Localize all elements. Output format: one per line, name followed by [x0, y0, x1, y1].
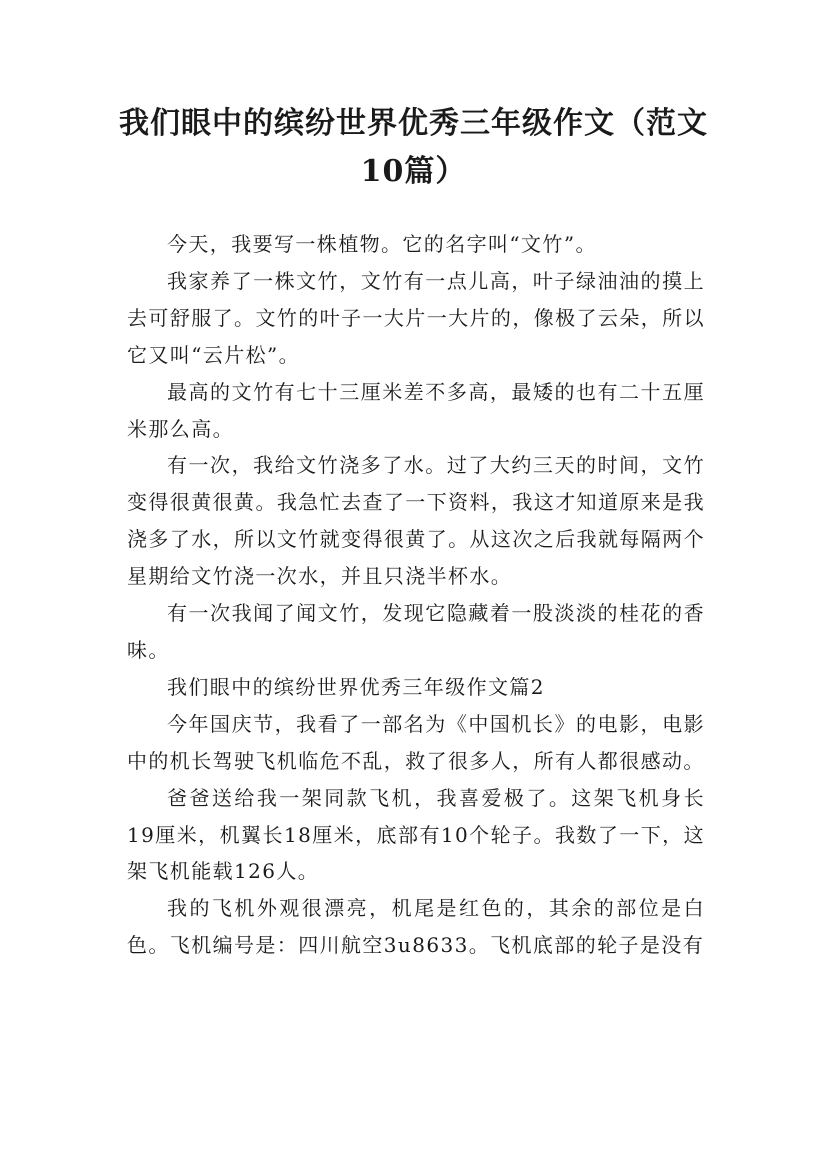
- document-body: [127, 226, 705, 964]
- paragraph: 今年国庆节，我看了一部名为《中国机长》的电影，电影中的机长驾驶飞机临危不乱，救了很多人，所有人都很感动。: [127, 711, 705, 773]
- paragraph: 有一次我闻了闻文竹，发现它隐藏着一股淡淡的桂花的香味。: [127, 601, 705, 662]
- paragraph: 我家养了一株文竹，文竹有一点儿高，叶子绿油油的摸上去可舒服了。文竹的叶子一大片一大片的，像极了云朵，所以它又叫“云片松”。: [127, 268, 705, 367]
- paragraph: 我的飞机外观很漂亮，机尾是红色的，其余的部位是白色。飞机编号是：四川航空3u8633。飞机底部的轮子是没有: [127, 896, 705, 958]
- paragraph: 爸爸送给我一架同款飞机，我喜爱极了。这架飞机身长19厘米，机翼长18厘米，底部有10个轮子。我数了一下，这架飞机能载126人。: [127, 785, 705, 884]
- paragraph: 最高的文竹有七十三厘米差不多高，最矮的也有二十五厘米那么高。: [127, 379, 705, 441]
- paragraph: 有一次，我给文竹浇多了水。过了大约三天的时间，文竹变得很黄很黄。我急忙去查了一下资料，我这才知道原来是我浇多了水，所以文竹就变得很黄了。从这次之后我就每隔两个星期给文竹浇一次水，并且只浇半杯水。: [127, 453, 705, 589]
- section-heading: 我们眼中的缤纷世界优秀三年级作文篇2: [167, 674, 545, 699]
- paragraph: 今天，我要写一株植物。它的名字叫“文竹”。: [167, 232, 597, 256]
- document-title: 我们眼中的缤纷世界优秀三年级作文（范文10篇）: [119, 106, 708, 189]
